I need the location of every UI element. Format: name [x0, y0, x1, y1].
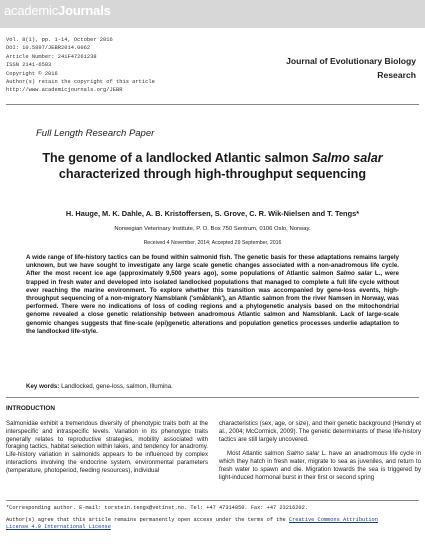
- abstract: [26, 254, 399, 336]
- received-accepted-dates: Received 4 November, 2014; Accepted 29 September, 2016: [143, 240, 282, 246]
- meta-url[interactable]: http://www.academicjournals.org/JEBR: [6, 87, 123, 94]
- title-species: Salmo salar: [311, 151, 383, 165]
- journal-name: [236, 54, 416, 82]
- keywords: [26, 383, 399, 390]
- header-banner: [0, 0, 425, 28]
- meta-doi: DOI: 10.5897/JEBR2014.0062: [6, 45, 91, 52]
- journal-name-line1: Journal of Evolutionary Biology: [286, 56, 416, 66]
- license-link[interactable]: License 4.0 International License: [6, 524, 111, 531]
- paragraph: Salmonidae exhibit a tremendous diversity of phenotypic traits both at the interspecific and intraspecific levels. Variation in its phenotypic traits generally relates to reproductive strategies, mobility associated with foraging tactics, habitat selection within lakes, and tendency for anadromy. Life-history variation in salmonids appears to be influenced by complex interactions involving the endocrine system, environmental parameters (temperature, photoperiod, feeding resources), individual: [6, 420, 208, 474]
- article-title: [24, 150, 401, 182]
- paragraph-species: Salmo salar: [286, 450, 320, 458]
- license-text: Author(s) agree that this article remains permanently open access under the terms of the: [6, 517, 289, 524]
- keywords-list: Landlocked, gene-loss, salmon, Illumina.: [59, 383, 173, 390]
- author-list: H. Hauge, M. K. Dahle, A. B. Kristoffersen, S. Grove, C. R. Wik-Nielsen and T. Tengs*: [65, 209, 360, 218]
- license-link[interactable]: Creative Commons Attribution: [288, 517, 378, 524]
- corresponding-author: *Corresponding author. E-mail: torstein.tengs@vetinst.no. Tel: +47 47314850. Fax: +47 23216202.: [6, 505, 308, 511]
- meta-copyright: Copyright © 2016: [6, 70, 58, 77]
- header-divider: [6, 104, 419, 105]
- meta-rights: Author(s) retain the copyright of this article: [6, 79, 155, 86]
- paragraph: [219, 450, 421, 481]
- abstract-species: Salmo salar: [336, 270, 373, 278]
- body-column-left: [6, 420, 208, 474]
- meta-volume: Vol. 8(1), pp. 1-14, October 2016: [6, 37, 113, 43]
- publisher-logo: [4, 3, 111, 18]
- brand-journals: Journals: [58, 3, 111, 18]
- keywords-label: Key words:: [26, 383, 60, 390]
- article-metadata: [6, 36, 196, 95]
- abstract-part1: A wide range of life-history tactics can be found within salmonid fish. The genetic basis for these adaptations remains largely unknown, but we have sought to investigate any large scale genetic changes associated with a non-anadromous life cycle. After the most recent ice age (approximately 9,500 years ago), some populations of Atlantic salmon: [26, 254, 399, 278]
- article-type: Full Length Research Paper: [36, 128, 155, 139]
- affiliation: Norwegian Veterinary Institute, P. O. Box 750 Sentrum, 0106 Oslo, Norway.: [114, 226, 311, 232]
- brand-academic: academic: [4, 3, 59, 18]
- abstract-part2: L., were trapped in fresh water and developed into isolated landlocked populations that managed to complete a full life cycle without ever reaching the marine environment. To explore whether this transition was accompanied by gene-loss events, high-throughput sequencing of a non-migratory Namsblank ('småblank'), an Atlantic salmon from the river Namsen in Norway, was performed. There were no indications of loss of coding regions and a phylogenetic analysis based on the mitochondrial genome revealed a close genetic relationship between anadromous Atlantic salmon and Namsblank. Lack of large-scale genomic changes suggests that fine-scale (epi)genetic alterations and population genetics processes underlie adaptation to the landlocked life-style.: [26, 270, 399, 335]
- footer-notes: [6, 505, 419, 532]
- paragraph: characteristics (sex, age, or size), and their genetic background (Hendry et al., 2004; McCormick, 2009). The genetic determinants of these life-history tactics are still largely uncovered.: [219, 420, 421, 443]
- title-part1: The genome of a landlocked Atlantic salmon: [42, 151, 312, 165]
- meta-issn: ISSN 2141-6583: [6, 62, 52, 69]
- paragraph-text: L. have an anadromous life cycle in which they hatch in fresh water, migrate to sea as juveniles, and return to fresh water to spawn and die. Migration towards the sea is triggered by light-induced hormonal burst in their first or second spring: [219, 450, 421, 481]
- journal-name-line2: Research: [377, 70, 416, 80]
- license-note: [6, 517, 419, 531]
- paragraph-text: Most Atlantic salmon: [227, 450, 287, 458]
- meta-article-number: Article Number: 241F47261238: [6, 53, 97, 60]
- footer-divider: [6, 500, 419, 501]
- abstract-divider: [6, 397, 419, 398]
- title-part2: characterized through high-throughput sequencing: [58, 167, 367, 181]
- body-column-right: [219, 420, 421, 481]
- section-heading-introduction: INTRODUCTION: [6, 405, 55, 412]
